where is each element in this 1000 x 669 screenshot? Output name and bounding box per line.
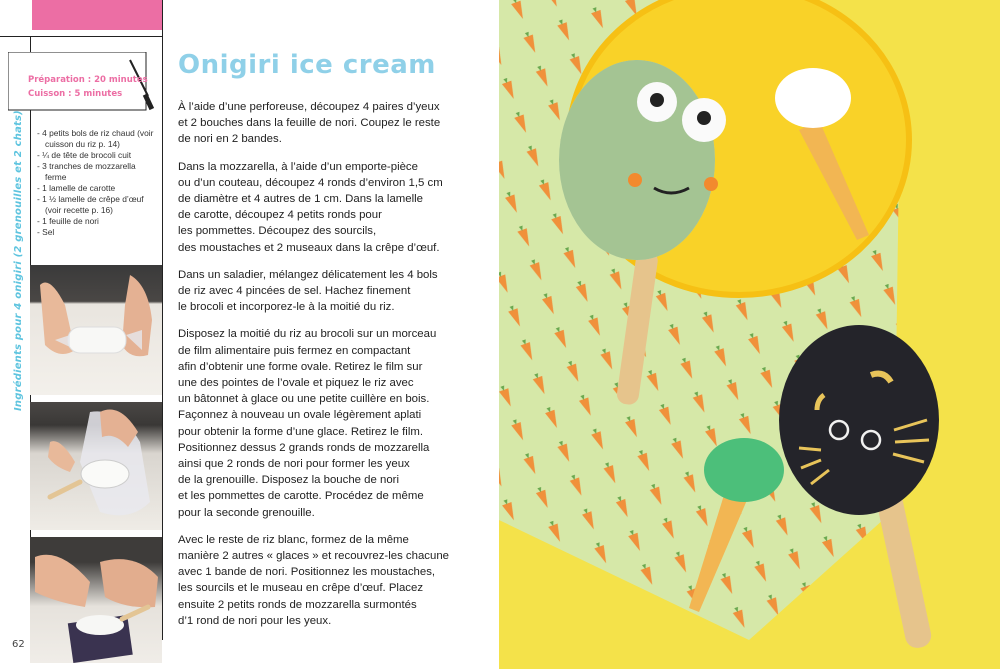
recipe-title: Onigiri ice cream bbox=[178, 50, 436, 80]
ingredient-item: - 1 lamelle de carotte bbox=[37, 183, 116, 193]
page-number: 62 bbox=[12, 639, 25, 650]
instruction-paragraph: Dans la mozzarella, à l’aide d’un emporte-pièce ou d’un couteau, découpez 4 ronds d’environ 1,5 cm de diamètre et 4 autres de 1 cm. Dans la lamelle de carotte, découpez 4 petits ronds pour les pommettes. Découpez des sourcils, des moustaches et 2 museaux dans la crêpe d’œuf. bbox=[178, 160, 443, 254]
ingredient-item: - 3 tranches de mozzarella ferme bbox=[37, 161, 136, 182]
step-photo-1 bbox=[30, 265, 162, 395]
preparation-time: Préparation : 20 minutes bbox=[28, 75, 148, 85]
ingredients-heading-text: Ingrédients pour 4 onigiri (2 grenouilles et 2 chats) bbox=[13, 110, 24, 411]
step-photo-3 bbox=[30, 537, 162, 663]
recipe-photo bbox=[499, 0, 1000, 669]
divider-line bbox=[0, 36, 163, 37]
pink-header-tab bbox=[32, 0, 162, 30]
ingredient-item: - ¼ de tête de brocoli cuit bbox=[37, 150, 132, 160]
divider-line bbox=[162, 0, 163, 640]
ingredients-list bbox=[37, 128, 159, 238]
ingredient-item: - 1 feuille de nori bbox=[37, 216, 99, 226]
ingredient-item: - 1 ½ lamelle de crêpe d’œuf (voir recette p. 16) bbox=[37, 194, 144, 215]
ingredient-item: - Sel bbox=[37, 227, 55, 237]
cooking-time: Cuisson : 5 minutes bbox=[28, 89, 123, 99]
instruction-paragraph: Disposez la moitié du riz au brocoli sur un morceau de film alimentaire puis fermez en compactant afin d’obtenir une forme ovale. Retirez le film sur une des pointes de l’ovale et piquez le riz avec un bâtonnet à glace ou une petite cuillère en bois. Façonnez à nouveau un ovale légèrement aplati pour obtenir la forme d’une glace. Retirez le film. Positionnez dessus 2 grands ronds de mozzarella ainsi que 2 ronds de nori pour former les yeux de la grenouille. Disposez la bouche de nori et les pommettes de carotte. Procédez de même pour la seconde grenouille. bbox=[178, 328, 437, 519]
step-photo-2 bbox=[30, 402, 162, 530]
instruction-paragraph: À l’aide d’une perforeuse, découpez 4 paires d’yeux et 2 bouches dans la feuille de nori. Coupez le reste de nori en 2 bandes. bbox=[178, 101, 441, 146]
instruction-paragraph: Avec le reste de riz blanc, formez de la même manière 2 autres « glaces » et recouvrez-les chacune avec 1 bande de nori. Positionnez les moustaches, les sourcils et le museau en crêpe d’œuf. Placez ensuite 2 petits ronds de mozzarella surmontés d’1 rond de nori pour les yeux. bbox=[178, 533, 449, 627]
ingredients-heading bbox=[13, 110, 27, 411]
ingredient-item: - 4 petits bols de riz chaud (voir cuisson du riz p. 14) bbox=[37, 128, 154, 149]
instruction-paragraph: Dans un saladier, mélangez délicatement les 4 bols de riz avec 4 pincées de sel. Hachez finement le brocoli et incorporez-le à la moitié du riz. bbox=[178, 268, 438, 314]
cat-onigiri bbox=[779, 325, 939, 650]
prep-time-box bbox=[8, 52, 156, 114]
recipe-instructions bbox=[178, 99, 493, 640]
